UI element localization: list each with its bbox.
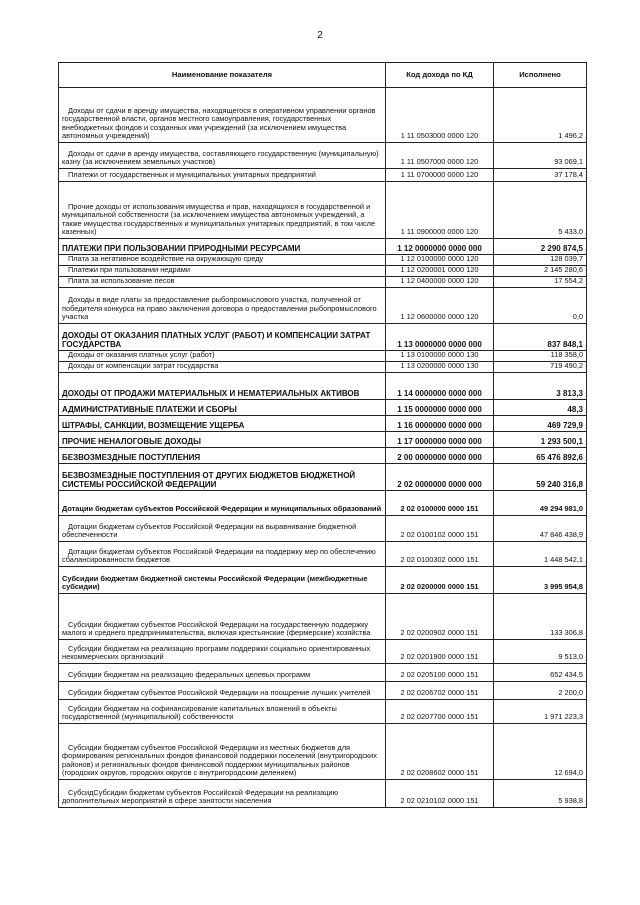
table-row xyxy=(59,255,587,266)
row-name-cell: ПЛАТЕЖИ ПРИ ПОЛЬЗОВАНИИ ПРИРОДНЫМИ РЕСУРСАМИ xyxy=(59,239,386,255)
table-row xyxy=(59,640,587,664)
row-value-cell: 37 178,4 xyxy=(494,169,587,182)
row-value-cell: 2 290 874,5 xyxy=(494,239,587,255)
row-value-cell: 59 240 316,8 xyxy=(494,464,587,491)
row-code-cell: 1 16 0000000 0000 000 xyxy=(386,416,494,432)
table-row xyxy=(59,542,587,567)
row-code-cell: 1 12 0400000 0000 120 xyxy=(386,277,494,288)
table-row xyxy=(59,491,587,516)
table-row xyxy=(59,88,587,143)
row-code-cell: 1 11 0700000 0000 120 xyxy=(386,169,494,182)
row-name-cell: Субсидии бюджетам субъектов Российской Федерации из местных бюджетов для формирования региональных фондов финансовой поддержки поселений (внутригородских районов) и региональных фондов финансовой поддержки муниципальных районов (городских округов, городских округов с внутригородским делением) xyxy=(59,724,386,780)
table-row xyxy=(59,432,587,448)
row-name-cell: ДОХОДЫ ОТ ОКАЗАНИЯ ПЛАТНЫХ УСЛУГ (РАБОТ) И КОМПЕНСАЦИИ ЗАТРАТ ГОСУДАРСТВА xyxy=(59,324,386,351)
row-code-cell: 1 12 0000000 0000 000 xyxy=(386,239,494,255)
row-name-cell: СубсидСубсидии бюджетам субъектов Российской Федерации на реализацию дополнительных мероприятий в сфере занятости населения xyxy=(59,780,386,808)
row-code-cell: 2 02 0100102 0000 151 xyxy=(386,516,494,542)
row-code-cell: 2 02 0206702 0000 151 xyxy=(386,682,494,700)
row-value-cell: 837 848,1 xyxy=(494,324,587,351)
row-name-cell: Плата за негативное воздействие на окружающую среду xyxy=(59,255,386,266)
row-name-cell: Доходы от компенсации затрат государства xyxy=(59,362,386,373)
table-row xyxy=(59,362,587,373)
row-name-cell: Доходы от сдачи в аренду имущества, составляющего государственную (муниципальную) казну (за исключением земельных участков) xyxy=(59,143,386,169)
row-value-cell: 3 995 954,8 xyxy=(494,567,587,594)
row-value-cell: 128 039,7 xyxy=(494,255,587,266)
row-name-cell: Доходы в виде платы за предоставление рыбопромыслового участка, полученной от победителя конкурса на право заключения договора о предоставлении рыбопромыслового участка xyxy=(59,288,386,324)
table-row xyxy=(59,682,587,700)
row-value-cell: 5 433,0 xyxy=(494,182,587,239)
row-code-cell: 2 02 0100000 0000 151 xyxy=(386,491,494,516)
row-value-cell: 17 554,2 xyxy=(494,277,587,288)
row-name-cell: Дотации бюджетам субъектов Российской Федерации на выравнивание бюджетной обеспеченности xyxy=(59,516,386,542)
row-value-cell: 719 490,2 xyxy=(494,362,587,373)
table-row xyxy=(59,288,587,324)
table-row xyxy=(59,664,587,682)
table-row xyxy=(59,724,587,780)
row-code-cell: 1 13 0000000 0000 000 xyxy=(386,324,494,351)
row-name-cell: Плата за использование лесов xyxy=(59,277,386,288)
row-code-cell: 1 13 0200000 0000 130 xyxy=(386,362,494,373)
row-name-cell: БЕЗВОЗМЕЗДНЫЕ ПОСТУПЛЕНИЯ ОТ ДРУГИХ БЮДЖЕТОВ БЮДЖЕТНОЙ СИСТЕМЫ РОССИЙСКОЙ ФЕДЕРАЦИИ xyxy=(59,464,386,491)
table-row xyxy=(59,416,587,432)
row-name-cell: Дотации бюджетам субъектов Российской Федерации и муниципальных образований xyxy=(59,491,386,516)
row-code-cell: 2 02 0201900 0000 151 xyxy=(386,640,494,664)
row-code-cell: 2 02 0207700 0000 151 xyxy=(386,700,494,724)
table-row xyxy=(59,594,587,640)
row-name-cell: Субсидии бюджетам субъектов Российской Федерации на поощрение лучших учителей xyxy=(59,682,386,700)
table-row xyxy=(59,373,587,400)
row-code-cell: 2 02 0000000 0000 000 xyxy=(386,464,494,491)
table-row xyxy=(59,239,587,255)
row-code-cell: 1 11 0503000 0000 120 xyxy=(386,88,494,143)
table-row xyxy=(59,182,587,239)
row-value-cell: 9 513,0 xyxy=(494,640,587,664)
row-code-cell: 1 11 0507000 0000 120 xyxy=(386,143,494,169)
row-code-cell: 2 02 0205100 0000 151 xyxy=(386,664,494,682)
table-row xyxy=(59,169,587,182)
row-name-cell: ДОХОДЫ ОТ ПРОДАЖИ МАТЕРИАЛЬНЫХ И НЕМАТЕРИАЛЬНЫХ АКТИВОВ xyxy=(59,373,386,400)
row-name-cell: Субсидии бюджетам субъектов Российской Федерации на государственную поддержку малого и среднего предпринимательства, включая крестьянские (фермерские) хозяйства xyxy=(59,594,386,640)
row-value-cell: 0,0 xyxy=(494,288,587,324)
table-row xyxy=(59,567,587,594)
row-code-cell: 1 17 0000000 0000 000 xyxy=(386,432,494,448)
row-value-cell: 47 846 438,9 xyxy=(494,516,587,542)
row-code-cell: 2 00 0000000 0000 000 xyxy=(386,448,494,464)
row-code-cell: 2 02 0210102 0000 151 xyxy=(386,780,494,808)
table-row xyxy=(59,780,587,808)
row-code-cell: 2 02 0208602 0000 151 xyxy=(386,724,494,780)
row-value-cell: 3 813,3 xyxy=(494,373,587,400)
row-code-cell: 2 02 0200902 0000 151 xyxy=(386,594,494,640)
table-row xyxy=(59,277,587,288)
table-row xyxy=(59,143,587,169)
table-row xyxy=(59,400,587,416)
row-name-cell: Субсидии бюджетам на реализацию программ поддержки социально ориентированных некоммерческих организаций xyxy=(59,640,386,664)
row-name-cell: АДМИНИСТРАТИВНЫЕ ПЛАТЕЖИ И СБОРЫ xyxy=(59,400,386,416)
row-name-cell: Дотации бюджетам субъектов Российской Федерации на поддержку мер по обеспечению сбалансированности бюджетов xyxy=(59,542,386,567)
row-value-cell: 2 145 280,6 xyxy=(494,266,587,277)
table-row xyxy=(59,324,587,351)
table-row xyxy=(59,351,587,362)
row-code-cell: 1 12 0100000 0000 120 xyxy=(386,255,494,266)
table-row xyxy=(59,516,587,542)
table-header-row xyxy=(59,63,587,88)
row-value-cell: 65 476 892,6 xyxy=(494,448,587,464)
row-value-cell: 1 971 223,3 xyxy=(494,700,587,724)
table-row xyxy=(59,266,587,277)
row-name-cell: Прочие доходы от использования имущества и прав, находящихся в государственной и муниципальной собственности (за исключением имущества автономных учреждений, а также имущества государственных и муниципальных унитарных предприятий, в том числе казенных) xyxy=(59,182,386,239)
row-value-cell: 5 938,8 xyxy=(494,780,587,808)
table-row xyxy=(59,448,587,464)
row-name-cell: Субсидии бюджетам на софинансирование капитальных вложений в объекты государственной (муниципальной) собственности xyxy=(59,700,386,724)
row-name-cell: Доходы от оказания платных услуг (работ) xyxy=(59,351,386,362)
row-code-cell: 1 11 0900000 0000 120 xyxy=(386,182,494,239)
row-code-cell: 2 02 0100302 0000 151 xyxy=(386,542,494,567)
row-value-cell: 2 200,0 xyxy=(494,682,587,700)
page-number: 2 xyxy=(317,30,323,41)
row-value-cell: 12 694,0 xyxy=(494,724,587,780)
row-code-cell: 2 02 0200000 0000 151 xyxy=(386,567,494,594)
budget-report-table xyxy=(58,62,587,808)
table-row xyxy=(59,464,587,491)
row-name-cell: ПРОЧИЕ НЕНАЛОГОВЫЕ ДОХОДЫ xyxy=(59,432,386,448)
row-value-cell: 1 293 500,1 xyxy=(494,432,587,448)
row-name-cell: Субсидии бюджетам на реализацию федеральных целевых программ xyxy=(59,664,386,682)
row-code-cell: 1 15 0000000 0000 000 xyxy=(386,400,494,416)
row-name-cell: БЕЗВОЗМЕЗДНЫЕ ПОСТУПЛЕНИЯ xyxy=(59,448,386,464)
row-code-cell: 1 12 0600000 0000 120 xyxy=(386,288,494,324)
row-name-cell: Субсидии бюджетам бюджетной системы Российской Федерации (межбюджетные субсидии) xyxy=(59,567,386,594)
row-name-cell: Доходы от сдачи в аренду имущества, находящегося в оперативном управлении органов государственной власти, органов местного самоуправления, государственных внебюджетных фондов и созданных ими учреждений (за исключением имущества автономных учреждений) xyxy=(59,88,386,143)
row-value-cell: 49 294 981,0 xyxy=(494,491,587,516)
row-code-cell: 1 12 0200001 0000 120 xyxy=(386,266,494,277)
row-value-cell: 133 306,8 xyxy=(494,594,587,640)
table-row xyxy=(59,700,587,724)
row-name-cell: Платежи от государственных и муниципальных унитарных предприятий xyxy=(59,169,386,182)
row-value-cell: 469 729,9 xyxy=(494,416,587,432)
row-code-cell: 1 14 0000000 0000 000 xyxy=(386,373,494,400)
header-value: Исполнено xyxy=(494,63,587,88)
row-value-cell: 1 496,2 xyxy=(494,88,587,143)
row-code-cell: 1 13 0100000 0000 130 xyxy=(386,351,494,362)
row-value-cell: 118 358,0 xyxy=(494,351,587,362)
row-value-cell: 48,3 xyxy=(494,400,587,416)
row-value-cell: 652 434,5 xyxy=(494,664,587,682)
row-value-cell: 1 448 542,1 xyxy=(494,542,587,567)
header-name: Наименование показателя xyxy=(59,63,386,88)
header-code: Код дохода по КД xyxy=(386,63,494,88)
row-name-cell: Платежи при пользовании недрами xyxy=(59,266,386,277)
row-name-cell: ШТРАФЫ, САНКЦИИ, ВОЗМЕЩЕНИЕ УЩЕРБА xyxy=(59,416,386,432)
row-value-cell: 93 069,1 xyxy=(494,143,587,169)
